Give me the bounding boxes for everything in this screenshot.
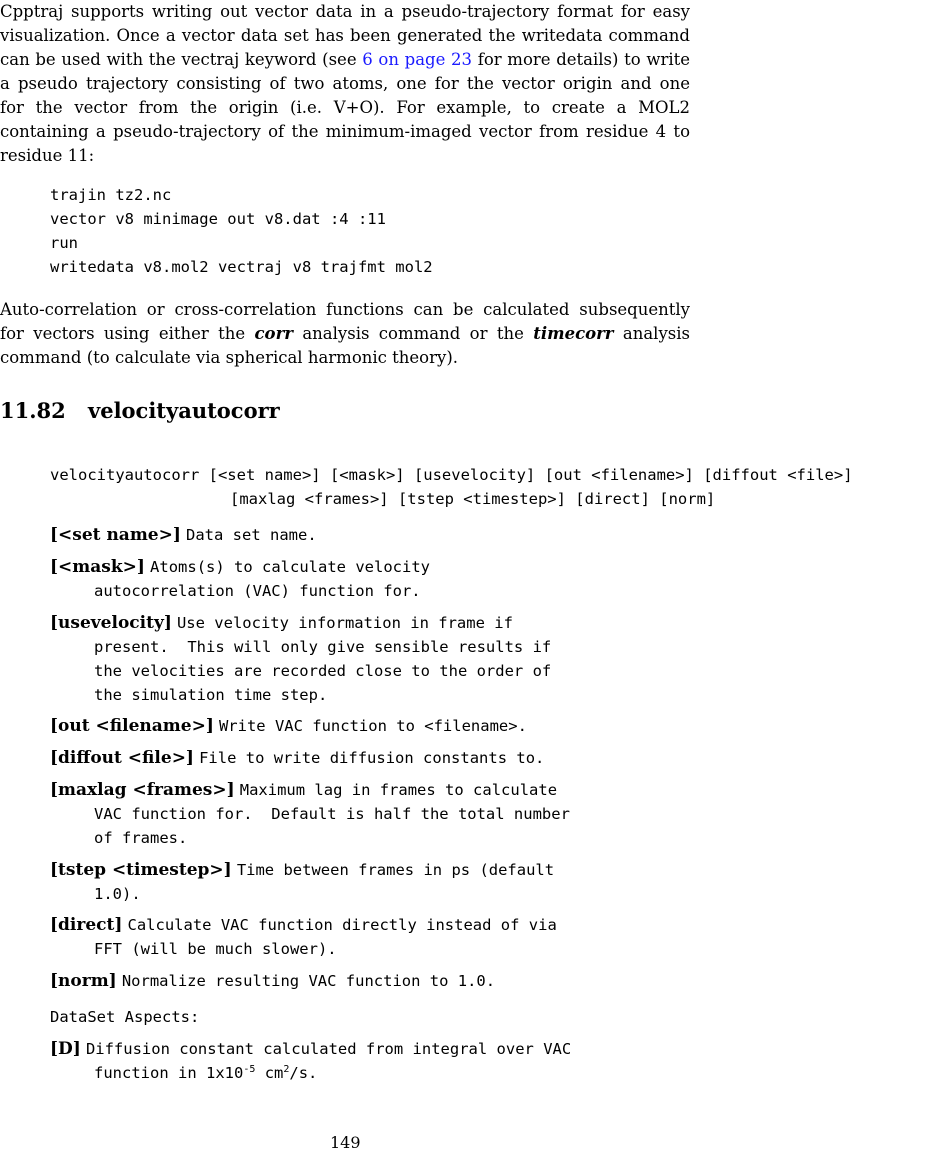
- aspect-text: /s.: [289, 1064, 318, 1082]
- option-desc-cont: VAC function for. Default is half the total number: [94, 805, 570, 823]
- option-desc: Write VAC function to <filename>.: [218, 717, 527, 735]
- corr-text: analysis command or the: [292, 324, 534, 343]
- code-line: writedata v8.mol2 vectraj v8 trajfmt mol2: [50, 258, 433, 276]
- option-key: [direct]: [50, 915, 123, 935]
- syntax-line: velocityautocorr [<set name>] [<mask>] [usevelocity] [out <filename>] [diffout <file>]: [50, 466, 853, 484]
- aspect-desc-cont: [50, 1061, 690, 1085]
- option-norm: [50, 969, 690, 993]
- corr-text: analysis: [613, 324, 690, 343]
- option-desc-cont: the velocities are recorded close to the order of: [94, 662, 552, 680]
- correlation-paragraph: [0, 298, 690, 370]
- option-mask: [50, 555, 690, 603]
- code-line: trajin tz2.nc: [50, 186, 172, 204]
- intro-line: residue 11:: [0, 146, 95, 165]
- code-line: run: [50, 234, 78, 252]
- option-desc: Normalize resulting VAC function to 1.0.: [121, 972, 496, 990]
- option-desc-cont: FFT (will be much slower).: [94, 940, 337, 958]
- intro-line: Cpptraj supports writing out vector data in a pseudo-trajectory format for easy: [0, 2, 690, 21]
- aspect-text: cm: [255, 1064, 284, 1082]
- intro-line: [0, 48, 690, 72]
- intro-line: containing a pseudo-trajectory of the minimum-imaged vector from residue 4 to: [0, 122, 690, 141]
- code-line: vector v8 minimage out v8.dat :4 :11: [50, 210, 386, 228]
- intro-line: for the vector from the origin (i.e. V+O). For example, to create a MOL2: [0, 98, 690, 117]
- option-key: [maxlag <frames>]: [50, 780, 235, 800]
- timecorr-command: timecorr: [533, 324, 614, 343]
- option-key: [<set name>]: [50, 525, 181, 545]
- section-title: velocityautocorr: [88, 398, 280, 423]
- option-key: [diffout <file>]: [50, 748, 194, 768]
- intro-line: a pseudo trajectory consisting of two atoms, one for the vector origin and one: [0, 74, 690, 93]
- option-key: [out <filename>]: [50, 716, 214, 736]
- example-code-block: [50, 183, 433, 279]
- exponent: 2: [283, 1064, 290, 1075]
- option-desc-cont: autocorrelation (VAC) function for.: [94, 582, 421, 600]
- option-key: [<mask>]: [50, 557, 145, 577]
- option-desc: Use velocity information in frame if: [176, 614, 513, 632]
- option-desc: Calculate VAC function directly instead of via: [127, 916, 557, 934]
- option-desc: Maximum lag in frames to calculate: [239, 781, 558, 799]
- section-reference-link[interactable]: 6 on page 23: [362, 50, 473, 69]
- option-key: [norm]: [50, 971, 117, 991]
- intro-line: visualization. Once a vector data set has been generated the writedata command: [0, 26, 690, 45]
- corr-text: for vectors using either the: [0, 324, 255, 343]
- option-desc-cont: 1.0).: [94, 885, 141, 903]
- option-desc: Data set name.: [186, 526, 317, 544]
- exponent: -5: [243, 1064, 256, 1075]
- option-key: [usevelocity]: [50, 613, 172, 633]
- option-desc-cont: of frames.: [94, 829, 188, 847]
- corr-line: command (to calculate via spherical harmonic theory).: [0, 348, 458, 367]
- aspect-desc: Diffusion constant calculated from integral over VAC: [85, 1040, 572, 1058]
- syntax-line: [maxlag <frames>] [tstep <timestep>] [direct] [norm]: [230, 490, 716, 508]
- corr-line: [0, 322, 690, 346]
- aspect-key: [D]: [50, 1039, 81, 1059]
- aspect-d: [50, 1037, 690, 1085]
- intro-line-text: can be used with the vectraj keyword (see: [0, 50, 363, 69]
- option-out: [50, 714, 690, 738]
- option-desc: File to write diffusion constants to.: [199, 749, 545, 767]
- option-usevelocity: [50, 611, 690, 707]
- section-heading: [0, 398, 280, 423]
- option-desc-cont: the simulation time step.: [94, 686, 328, 704]
- option-maxlag: [50, 778, 690, 850]
- intro-paragraph: [0, 0, 690, 168]
- option-desc: Atoms(s) to calculate velocity: [150, 558, 430, 576]
- intro-line-text: for more details) to write: [472, 50, 691, 69]
- option-set-name: [50, 523, 690, 547]
- corr-line: Auto-correlation or cross-correlation functions can be calculated subsequently: [0, 300, 690, 319]
- section-number: 11.82: [0, 398, 66, 423]
- option-desc-cont: present. This will only give sensible results if: [94, 638, 552, 656]
- dataset-aspects-label: DataSet Aspects:: [50, 1008, 200, 1026]
- option-key: [tstep <timestep>]: [50, 860, 232, 880]
- option-desc: Time between frames in ps (default: [236, 861, 555, 879]
- option-direct: [50, 913, 690, 961]
- page-number: 149: [330, 1133, 361, 1152]
- aspect-text: function in 1x10: [94, 1064, 244, 1082]
- command-syntax: [50, 463, 853, 511]
- corr-command: corr: [254, 324, 293, 343]
- option-diffout: [50, 746, 690, 770]
- option-tstep: [50, 858, 690, 906]
